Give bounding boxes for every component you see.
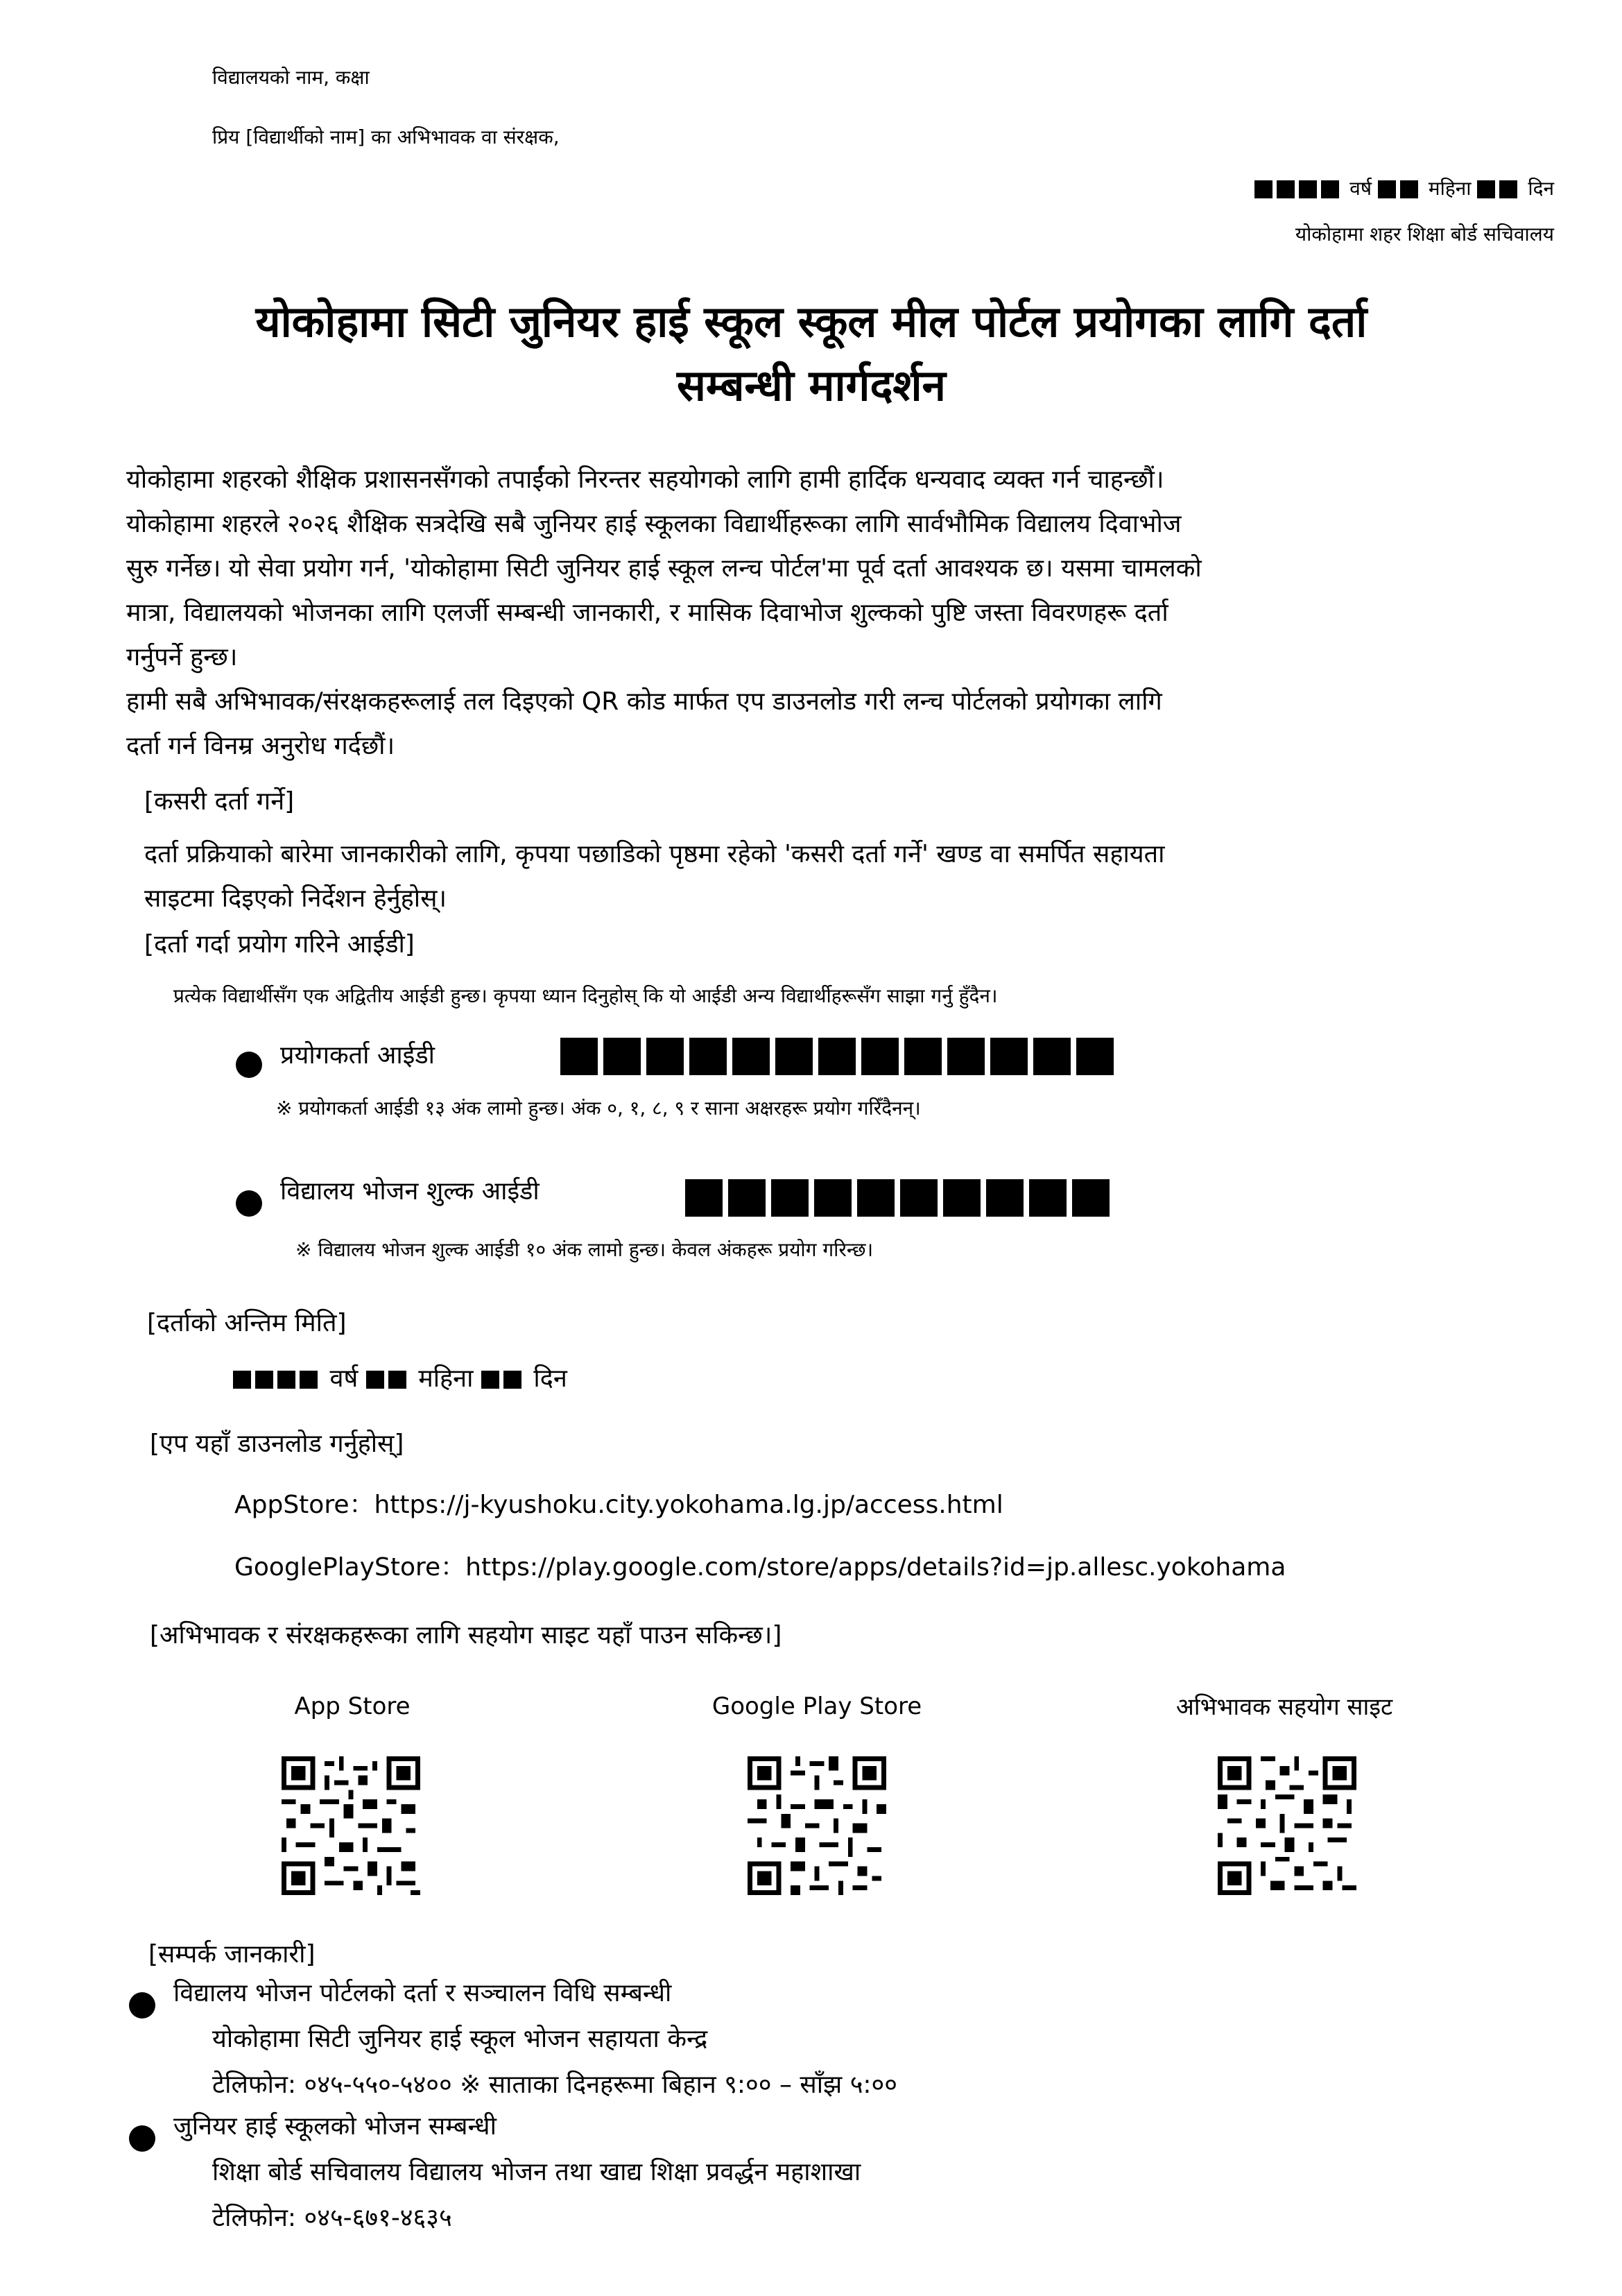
qr-label-appstore: App Store: [294, 1693, 411, 1720]
date-day-label: दिन: [1528, 177, 1554, 200]
redacted-block: [1072, 1179, 1110, 1217]
redacted-block: [481, 1371, 499, 1389]
issue-date: [1254, 175, 1554, 201]
redacted-block: [728, 1179, 766, 1217]
contact-item1-title: विद्यालय भोजन पोर्टलको दर्ता र सञ्चालन विधि सम्बन्धी: [173, 1979, 672, 2007]
redacted-block: [732, 1038, 770, 1075]
meal-id-note: ※ विद्यालय भोजन शुल्क आईडी १० अंक लामो हुन्छ। केवल अंकहरू प्रयोग गरिन्छ।: [295, 1238, 874, 1261]
redacted-block: [1277, 180, 1295, 198]
redacted-block: [943, 1179, 981, 1217]
redacted-block: [277, 1371, 295, 1389]
redacted-block: [904, 1038, 942, 1075]
redacted-block: [1076, 1038, 1114, 1075]
meal-id-label: विद्यालय भोजन शुल्क आईडी: [280, 1177, 540, 1206]
redacted-block: [1321, 180, 1339, 198]
redacted-block: [775, 1038, 813, 1075]
page-title-line2: सम्बन्धी मार्गदर्शन: [677, 360, 946, 411]
intro-line: सुरु गर्नेछ। यो सेवा प्रयोग गर्न, 'योकोहामा सिटी जुनियर हाई स्कूल लन्च पोर्टल'मा पूर्व दर्ता आवश्यक छ। यसमा चामलको: [126, 554, 1202, 583]
page-title-line1: योकोहामा सिटी जुनियर हाई स्कूल स्कूल मील पोर्टल प्रयोगका लागि दर्ता: [255, 296, 1368, 347]
bullet-icon: [236, 1190, 262, 1217]
support-heading: [अभिभावक र संरक्षकहरूका लागि सहयोग साइट यहाँ पाउन सकिन्छ।]: [150, 1621, 782, 1650]
ids-note: प्रत्येक विद्यार्थीसँग एक अद्वितीय आईडी हुन्छ। कृपया ध्यान दिनुहोस् कि यो आईडी अन्य विद्यार्थीहरूसँग साझा गर्नु हुँदैन।: [173, 984, 998, 1007]
bullet-icon: [129, 1992, 155, 2019]
redacted-block: [1254, 180, 1272, 198]
intro-line: हामी सबै अभिभावक/संरक्षकहरूलाई तल दिइएको QR कोड मार्फत एप डाउनलोड गरी लन्च पोर्टलको प्रयोगका लागि: [126, 687, 1162, 716]
contact-heading: [सम्पर्क जानकारी]: [148, 1940, 316, 1969]
contact-item1-org: योकोहामा सिटी जुनियर हाई स्कूल भोजन सहायता केन्द्र: [212, 2025, 708, 2053]
intro-line: योकोहामा शहरले २०२६ शैक्षिक सत्रदेखि सबै जुनियर हाई स्कूलका विद्यार्थीहरूका लागि सार्वभौमिक विद्यालय दिवाभोज: [126, 510, 1182, 538]
contact-item2-title: जुनियर हाई स्कूलको भोजन सम्बन्धी: [173, 2112, 497, 2141]
deadline-year-label: वर्ष: [329, 1364, 359, 1393]
deadline-day-label: दिन: [533, 1364, 567, 1393]
bullet-icon: [129, 2125, 155, 2152]
meal-id-redacted: [685, 1179, 1115, 1217]
redacted-block: [1499, 180, 1517, 198]
user-id-label: प्रयोगकर्ता आईडी: [280, 1041, 435, 1070]
download-heading: [एप यहाँ डाउनलोड गर्नुहोस्]: [150, 1430, 404, 1458]
redacted-block: [603, 1038, 641, 1075]
deadline-date: [233, 1364, 567, 1394]
redacted-block: [646, 1038, 684, 1075]
redacted-block: [1378, 180, 1396, 198]
salutation: प्रिय [विद्यार्थीको नाम] का अभिभावक वा संरक्षक,: [212, 126, 560, 148]
redacted-block: [947, 1038, 985, 1075]
support-site-qr-code-icon[interactable]: [1218, 1756, 1356, 1895]
intro-line: दर्ता गर्न विनम्र अनुरोध गर्दछौं।: [126, 732, 395, 760]
issuer: योकोहामा शहर शिक्षा बोर्ड सचिवालय: [1295, 223, 1554, 246]
redacted-block: [685, 1179, 723, 1217]
user-id-note: ※ प्रयोगकर्ता आईडी १३ अंक लामो हुन्छ। अंक ०, १, ८, ९ र साना अक्षरहरू प्रयोग गरिँदैनन्।: [276, 1097, 921, 1120]
qr-label-support-site: अभिभावक सहयोग साइट: [1175, 1693, 1393, 1721]
redacted-block: [366, 1371, 384, 1389]
ids-heading: [दर्ता गर्दा प्रयोग गरिने आईडी]: [144, 930, 415, 959]
deadline-heading: [दर्ताको अन्तिम मिति]: [147, 1309, 347, 1337]
redacted-block: [1033, 1038, 1071, 1075]
school-class-line: विद्यालयको नाम, कक्षा: [212, 66, 370, 89]
how-to-heading: [कसरी दर्ता गर्ने]: [144, 787, 295, 816]
redacted-block: [900, 1179, 938, 1217]
contact-item2-org: शिक्षा बोर्ड सचिवालय विद्यालय भोजन तथा खाद्य शिक्षा प्रवर्द्धन महाशाखा: [212, 2158, 861, 2186]
redacted-block: [771, 1179, 809, 1217]
redacted-block: [300, 1371, 318, 1389]
date-year-label: वर्ष: [1349, 177, 1372, 200]
how-to-text: [144, 832, 1165, 921]
redacted-block: [818, 1038, 856, 1075]
googleplay-qr-code-icon[interactable]: [748, 1756, 886, 1895]
redacted-block: [814, 1179, 852, 1217]
redacted-block: [861, 1038, 899, 1075]
date-month-label: महिना: [1428, 177, 1472, 200]
googleplay-url[interactable]: GooglePlayStore：https://play.google.com/store/apps/details?id=jp.allesc.yokohama: [234, 1553, 1286, 1582]
intro-line: गर्नुपर्ने हुन्छ।: [126, 643, 238, 671]
redacted-block: [233, 1371, 251, 1389]
intro-line: मात्रा, विद्यालयको भोजनका लागि एलर्जी सम्बन्धी जानकारी, र मासिक दिवाभोज शुल्कको पुष्टि जस्ता विवरणहरू दर्ता: [126, 599, 1168, 627]
qr-label-googleplay: Google Play Store: [711, 1693, 922, 1720]
redacted-block: [1400, 180, 1418, 198]
redacted-block: [560, 1038, 598, 1075]
redacted-block: [1029, 1179, 1067, 1217]
page-title: [69, 290, 1553, 418]
deadline-month-label: महिना: [418, 1364, 474, 1393]
redacted-block: [990, 1038, 1028, 1075]
redacted-block: [1299, 180, 1317, 198]
redacted-block: [1477, 180, 1495, 198]
intro-paragraph: [126, 458, 1527, 769]
how-to-line: साइटमा दिइएको निर्देशन हेर्नुहोस्।: [144, 884, 447, 913]
user-id-redacted: [560, 1038, 1119, 1075]
redacted-block: [388, 1371, 406, 1389]
redacted-block: [689, 1038, 727, 1075]
redacted-block: [986, 1179, 1024, 1217]
redacted-block: [857, 1179, 895, 1217]
contact-item2-phone: टेलिफोन: ०४५-६७१-४६३५: [212, 2204, 452, 2232]
contact-item1-phone: टेलिफोन: ०४५-५५०-५४०० ※ साताका दिनहरूमा बिहान ९:०० – साँझ ५:००: [212, 2071, 897, 2099]
bullet-icon: [236, 1052, 262, 1078]
intro-line: योकोहामा शहरको शैक्षिक प्रशासनसँगको तपाईंको निरन्तर सहयोगको लागि हामी हार्दिक धन्यवाद व्यक्त गर्न चाहन्छौं।: [126, 465, 1164, 494]
appstore-qr-code-icon[interactable]: [282, 1756, 420, 1895]
appstore-url[interactable]: AppStore：https://j-kyushoku.city.yokohama.lg.jp/access.html: [234, 1491, 1003, 1519]
redacted-block: [255, 1371, 273, 1389]
redacted-block: [503, 1371, 521, 1389]
how-to-line: दर्ता प्रक्रियाको बारेमा जानकारीको लागि, कृपया पछाडिको पृष्ठमा रहेको 'कसरी दर्ता गर्ने' खण्ड वा समर्पित सहायता: [144, 840, 1165, 868]
